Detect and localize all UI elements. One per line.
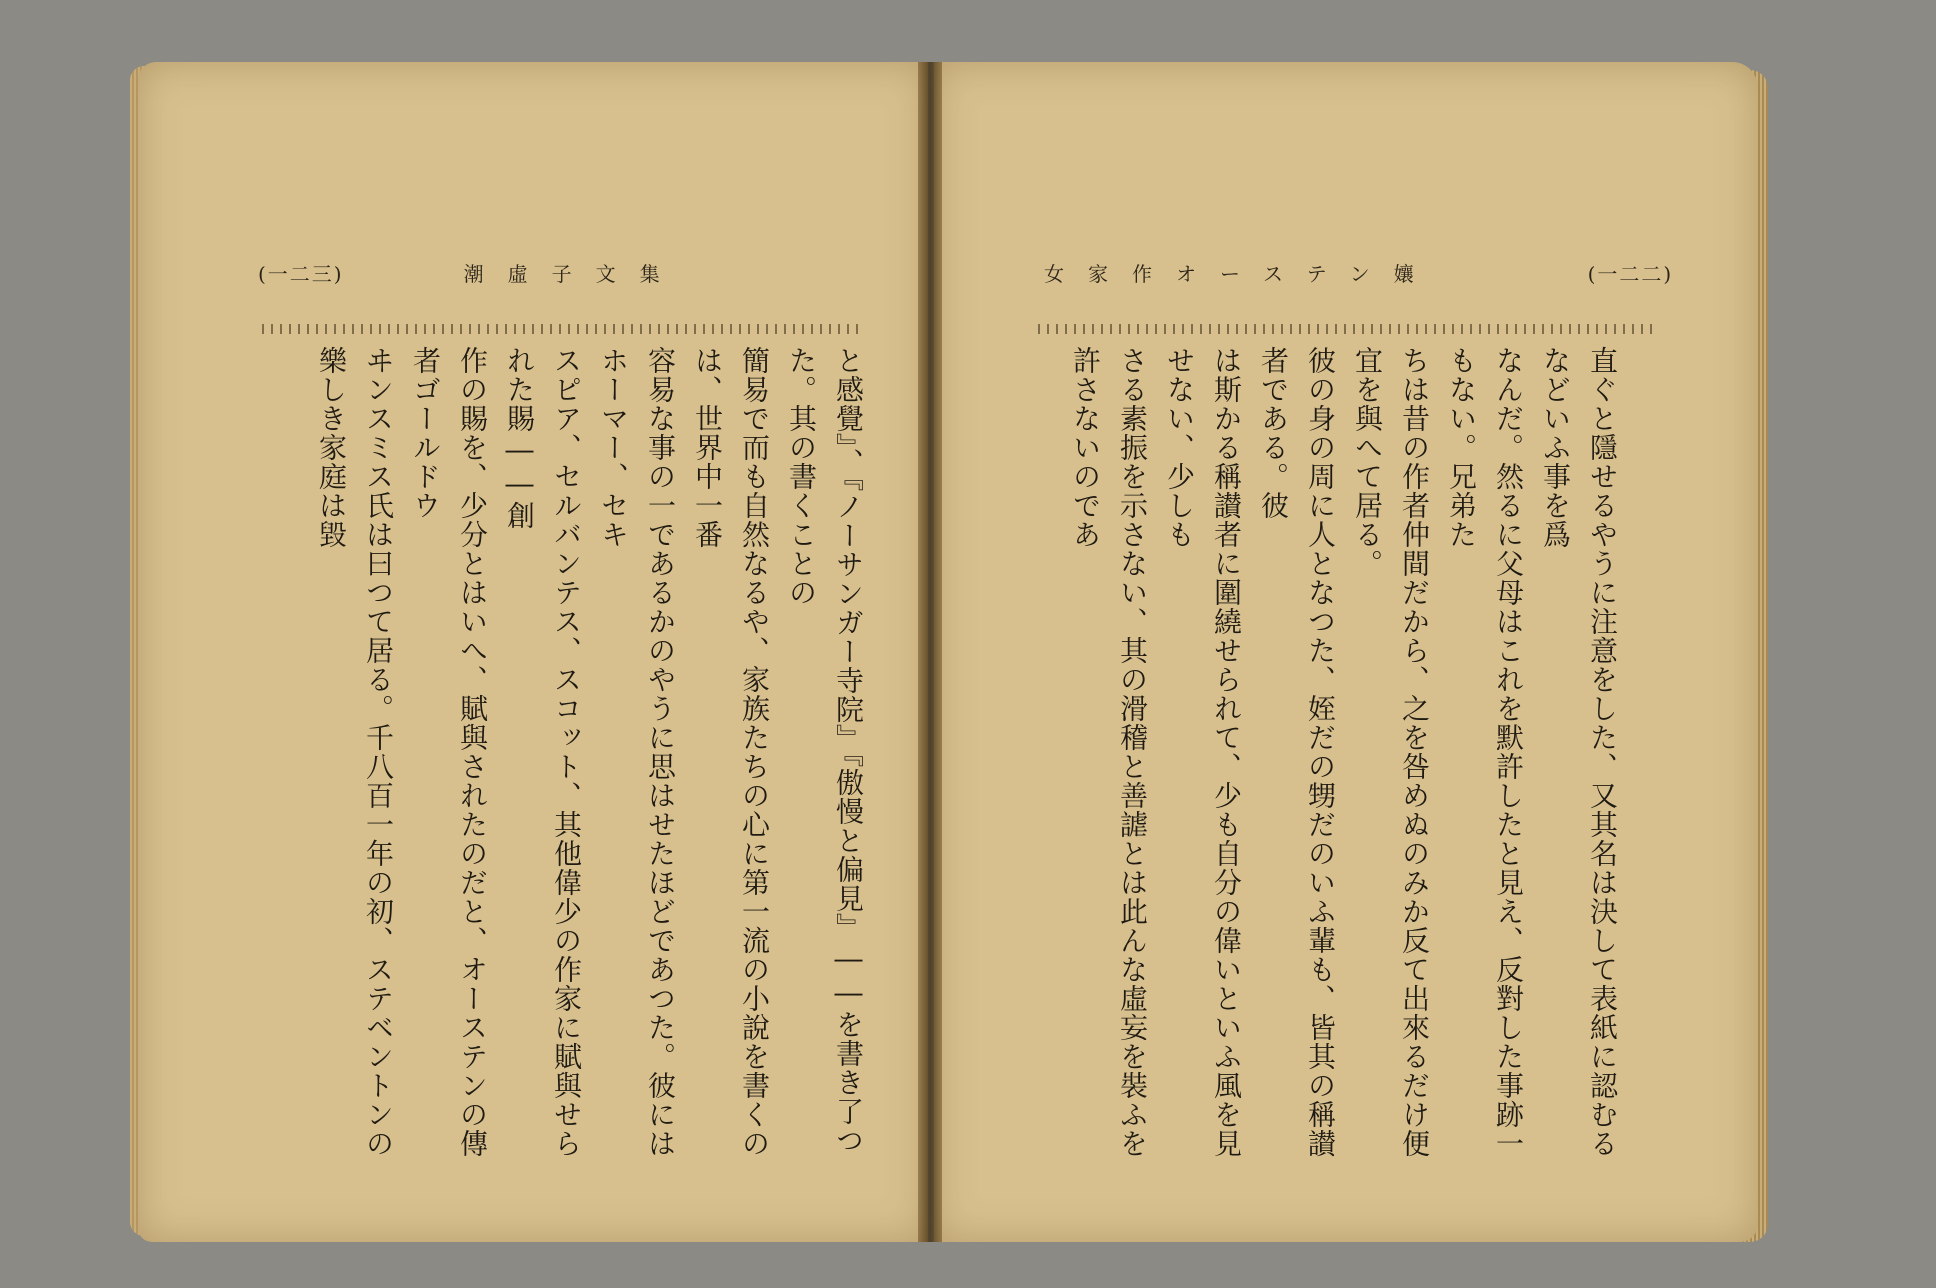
text-line: なんだ。然るに父母はこれを默許したと見え、反對した事跡一もない。兄弟た: [1445, 346, 1525, 1158]
text-line: ちは昔の作者仲間だから、之を咎めぬのみか反て出來るだけ便宜を與へて居る。: [1351, 346, 1431, 1158]
left-page-text: [306, 346, 872, 1186]
text-line: さる素振を示さない、其の滑稽と善謔とは此んな虛妄を裝ふを許さないのであ: [1069, 346, 1149, 1158]
open-book: [138, 52, 1758, 1252]
text-line: 彼の身の周に人となつた、姪だの甥だのいふ輩も、皆其の稱讃者である。彼: [1257, 346, 1337, 1158]
text-line: 容易な事の一であるかのやうに思はせたほどであつた。彼にはホーマー、セキ: [597, 346, 677, 1158]
text-line: スピア、セルバンテス、スコット、其他偉少の作家に賦與せられた賜――創: [503, 346, 583, 1158]
book-gutter: [918, 62, 942, 1242]
text-line: と感覺』、『ノーサンガー寺院』『傲慢と偏見』――を書き了つた。其の書くことの: [785, 346, 865, 1155]
left-page-number: (一二三): [258, 262, 344, 286]
text-line: [306, 346, 308, 1186]
text-line: ヰンスミス氏は曰つて居る。千八百一年の初、ステベントンの樂しき家庭は毀: [315, 346, 395, 1158]
text-line: [1060, 346, 1062, 1186]
text-line: 作の賜を、少分とはいへ、賦與されたのだと、オーステンの傳者ゴールドウ: [409, 346, 489, 1158]
left-page: [138, 62, 928, 1242]
right-running-title: 女家作オーステン孃: [1044, 262, 1438, 286]
left-header-rule: [258, 324, 858, 334]
right-page: [934, 62, 1758, 1242]
left-page-header: [258, 258, 858, 287]
right-page-header: [1044, 258, 1674, 287]
text-line: は斯かる稱讃者に圍繞せられて、少も自分の偉いといふ風を見せない、少しも: [1163, 346, 1243, 1158]
text-line: 簡易で而も自然なるや、家族たちの心に第一流の小說を書くのは、世界中一番: [691, 346, 771, 1158]
right-header-rule: [1034, 324, 1654, 334]
right-page-number: (一二二): [1587, 262, 1674, 286]
left-running-title: 潮虛子文集: [463, 262, 684, 286]
text-line: 直ぐと隱せるやうに注意をした、又其名は決して表紙に認むるなどいふ事を爲: [1539, 346, 1619, 1158]
right-page-text: [1060, 346, 1626, 1186]
